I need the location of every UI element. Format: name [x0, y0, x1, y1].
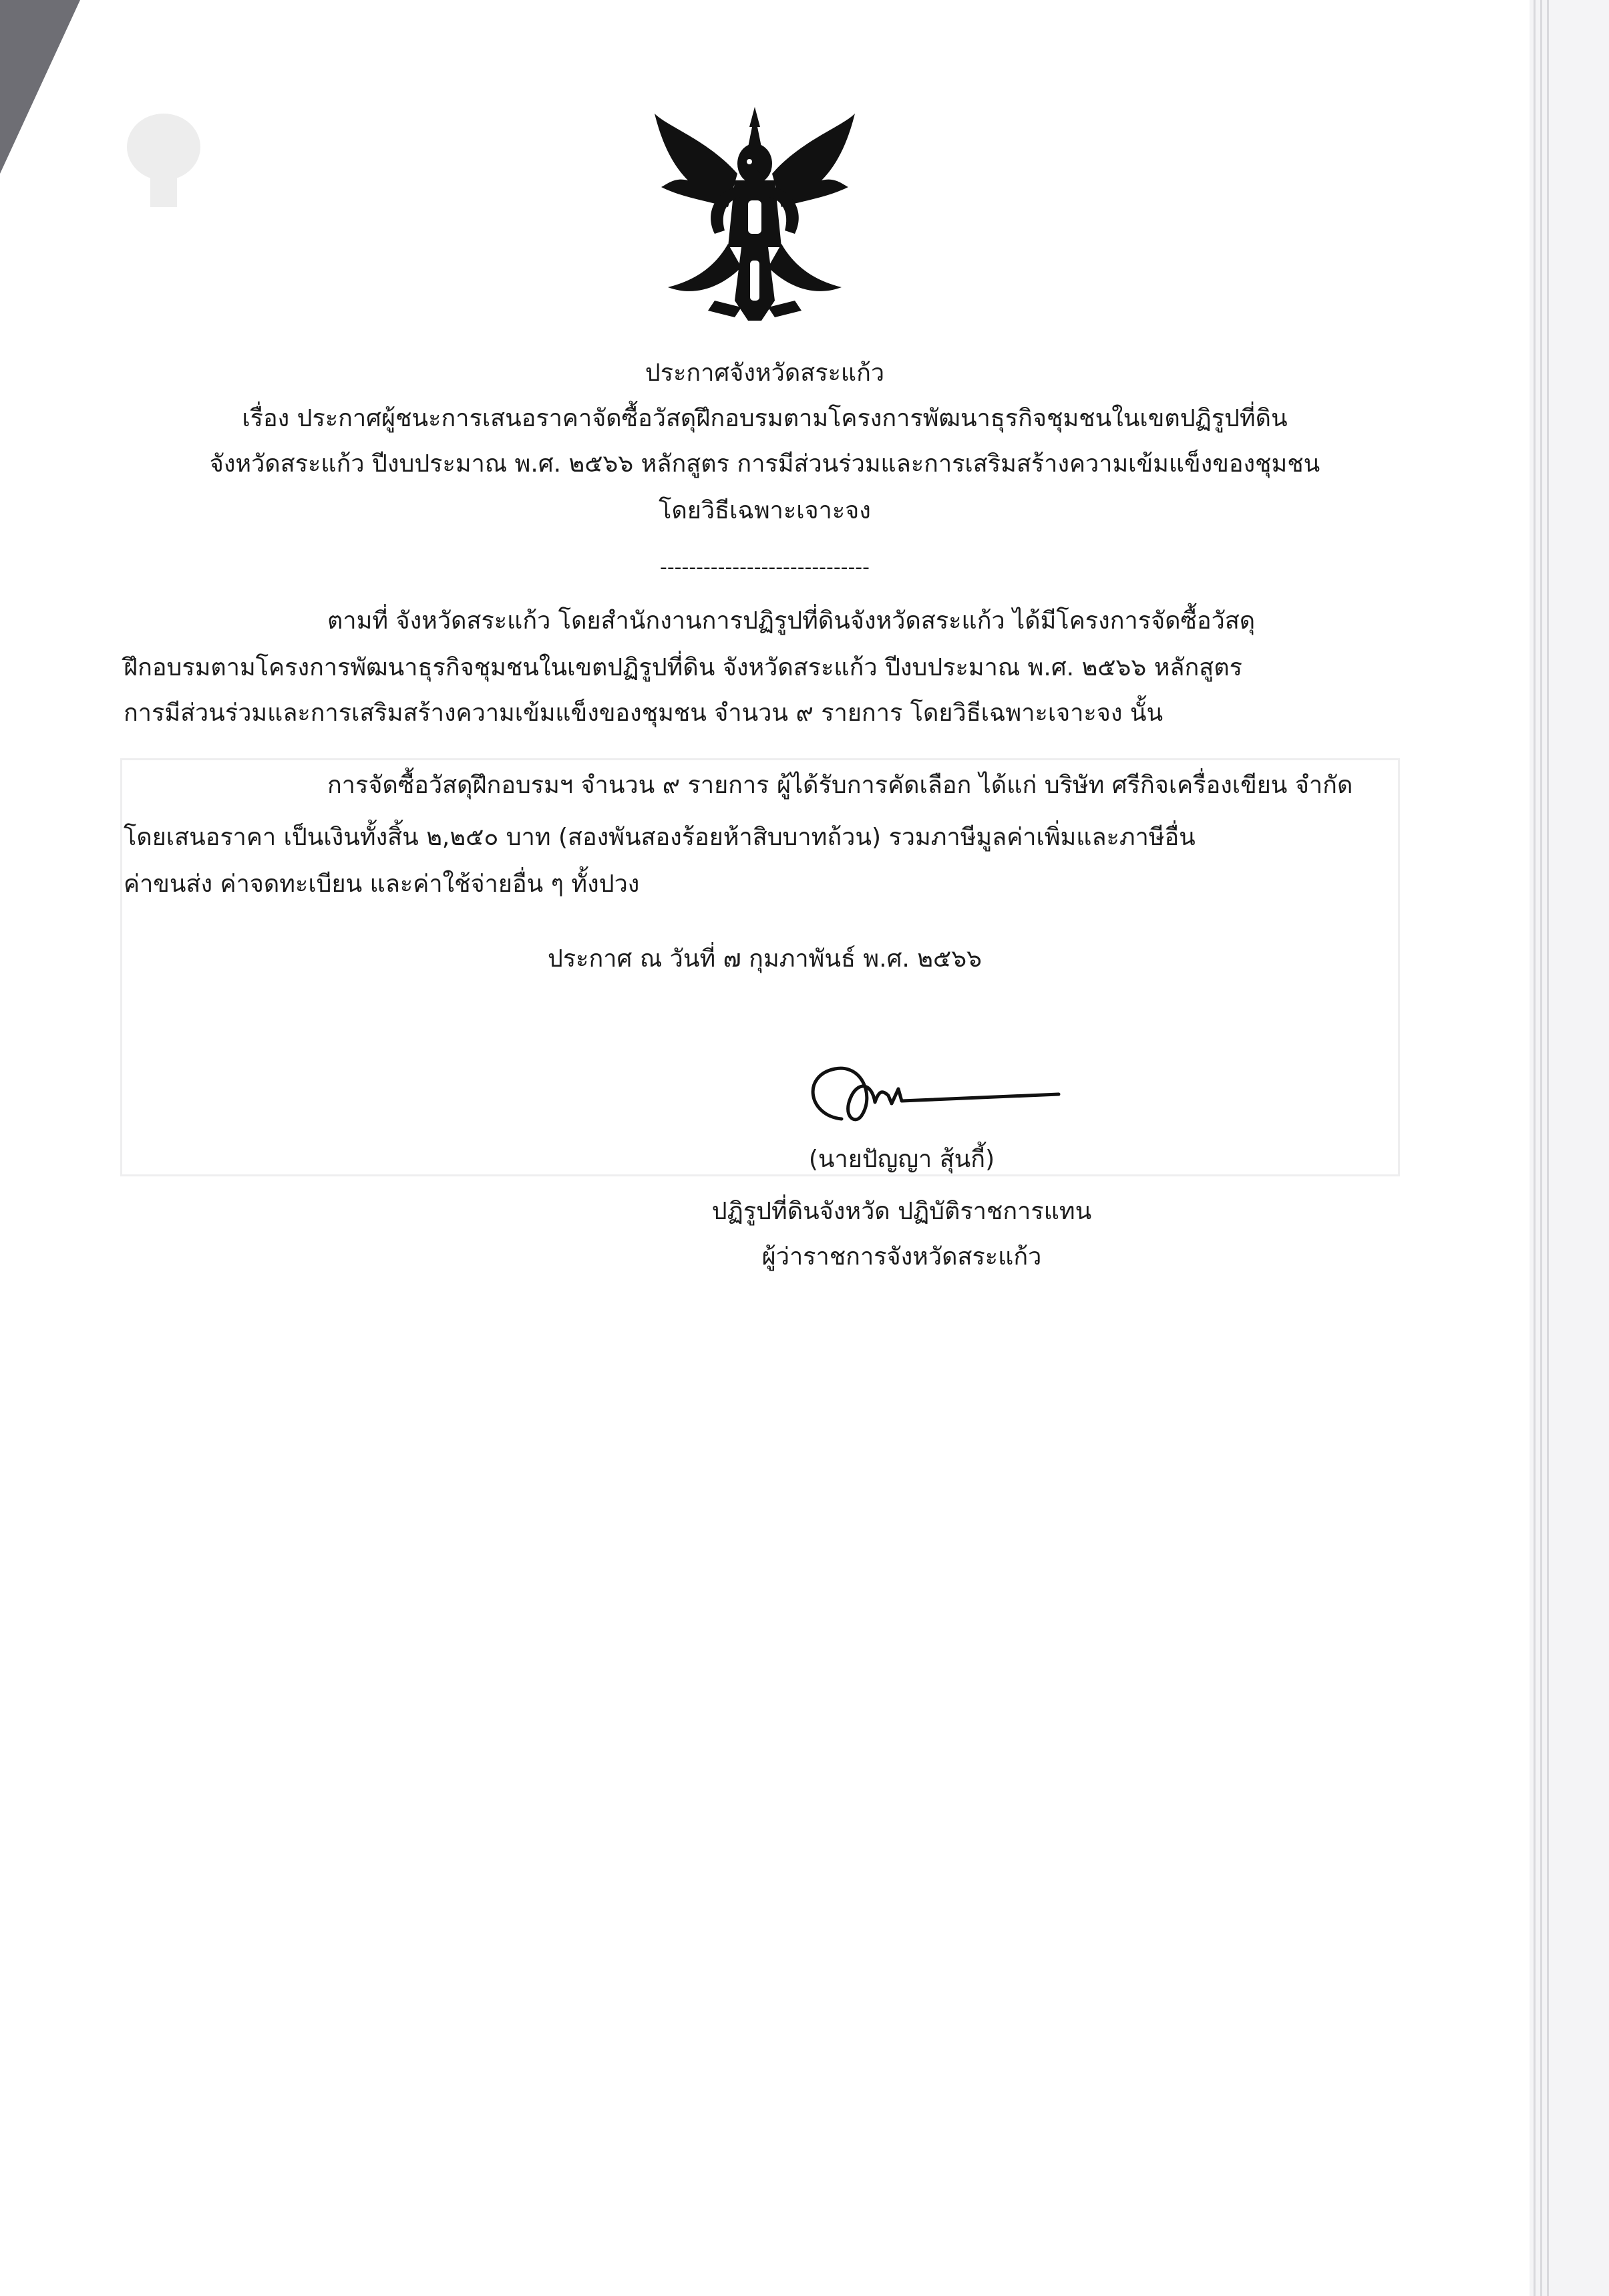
announcement-authority: ประกาศจังหวัดสระแก้ว [645, 359, 885, 387]
paper-stack-edge [1547, 0, 1549, 2296]
paragraph-1-line-2: ฝึกอบรมตามโครงการพัฒนาธุรกิจชุมชนในเขตปฏิรูปที่ดิน จังหวัดสระแก้ว ปีงบประมาณ พ.ศ. ๒๕๖๖ หลักสูตร [124, 654, 1242, 681]
paper-stack-edge [1540, 0, 1542, 2296]
paragraph-2-line-3: ค่าขนส่ง ค่าจดทะเบียน และค่าใช้จ่ายอื่น ๆ ทั้งปวง [124, 870, 640, 898]
paragraph-1-line-3: การมีส่วนร่วมและการเสริมสร้างความเข้มแข็งของชุมชน จำนวน ๙ รายการ โดยวิธีเฉพาะเจาะจง นั้น [124, 699, 1164, 727]
bleed-through-emblem [117, 107, 210, 214]
subject-line-2: จังหวัดสระแก้ว ปีงบประมาณ พ.ศ. ๒๕๖๖ หลักสูตร การมีส่วนร่วมและการเสริมสร้างความเข้มแข็งของชุมชน [209, 450, 1320, 478]
subject-line-3: โดยวิธีเฉพาะเจาะจง [659, 497, 871, 524]
signatory-name: (นายปัญญา สุ้นกี้) [808, 1146, 995, 1173]
signatory-position-2: ผู้ว่าราชการจังหวัดสระแก้ว [761, 1243, 1042, 1271]
paragraph-1-line-1: ตามที่ จังหวัดสระแก้ว โดยสำนักงานการปฏิรูปที่ดินจังหวัดสระแก้ว ได้มีโครงการจัดซื้อวัสดุ [327, 607, 1256, 635]
garuda-emblem-icon [641, 100, 868, 327]
handwritten-signature [795, 1055, 1062, 1136]
subject-line-1: เรื่อง ประกาศผู้ชนะการเสนอราคาจัดซื้อวัสดุฝึกอบรมตามโครงการพัฒนาธุรกิจชุมชนในเขตปฏิรูปที่ดิน [242, 405, 1288, 432]
paragraph-2-line-2: โดยเสนอราคา เป็นเงินทั้งสิ้น ๒,๒๕๐ บาท (สองพันสองร้อยห้าสิบบาทถ้วน) รวมภาษีมูลค่าเพิ่มและภาษีอื่น [124, 824, 1196, 851]
signatory-position-1: ปฏิรูปที่ดินจังหวัด ปฏิบัติราชการแทน [711, 1198, 1092, 1225]
announcement-date: ประกาศ ณ วันที่ ๗ กุมภาพันธ์ พ.ศ. ๒๕๖๖ [547, 945, 982, 973]
page-corner-shadow [0, 0, 80, 174]
paper-stack-edge [1534, 0, 1536, 2296]
header-divider: ----------------------------- [660, 556, 870, 579]
paragraph-2-line-1: การจัดซื้อวัสดุฝึกอบรมฯ จำนวน ๙ รายการ ผู้ได้รับการคัดเลือก ได้แก่ บริษัท ศรีกิจเครื่องเขียน จำกัด [327, 772, 1353, 799]
